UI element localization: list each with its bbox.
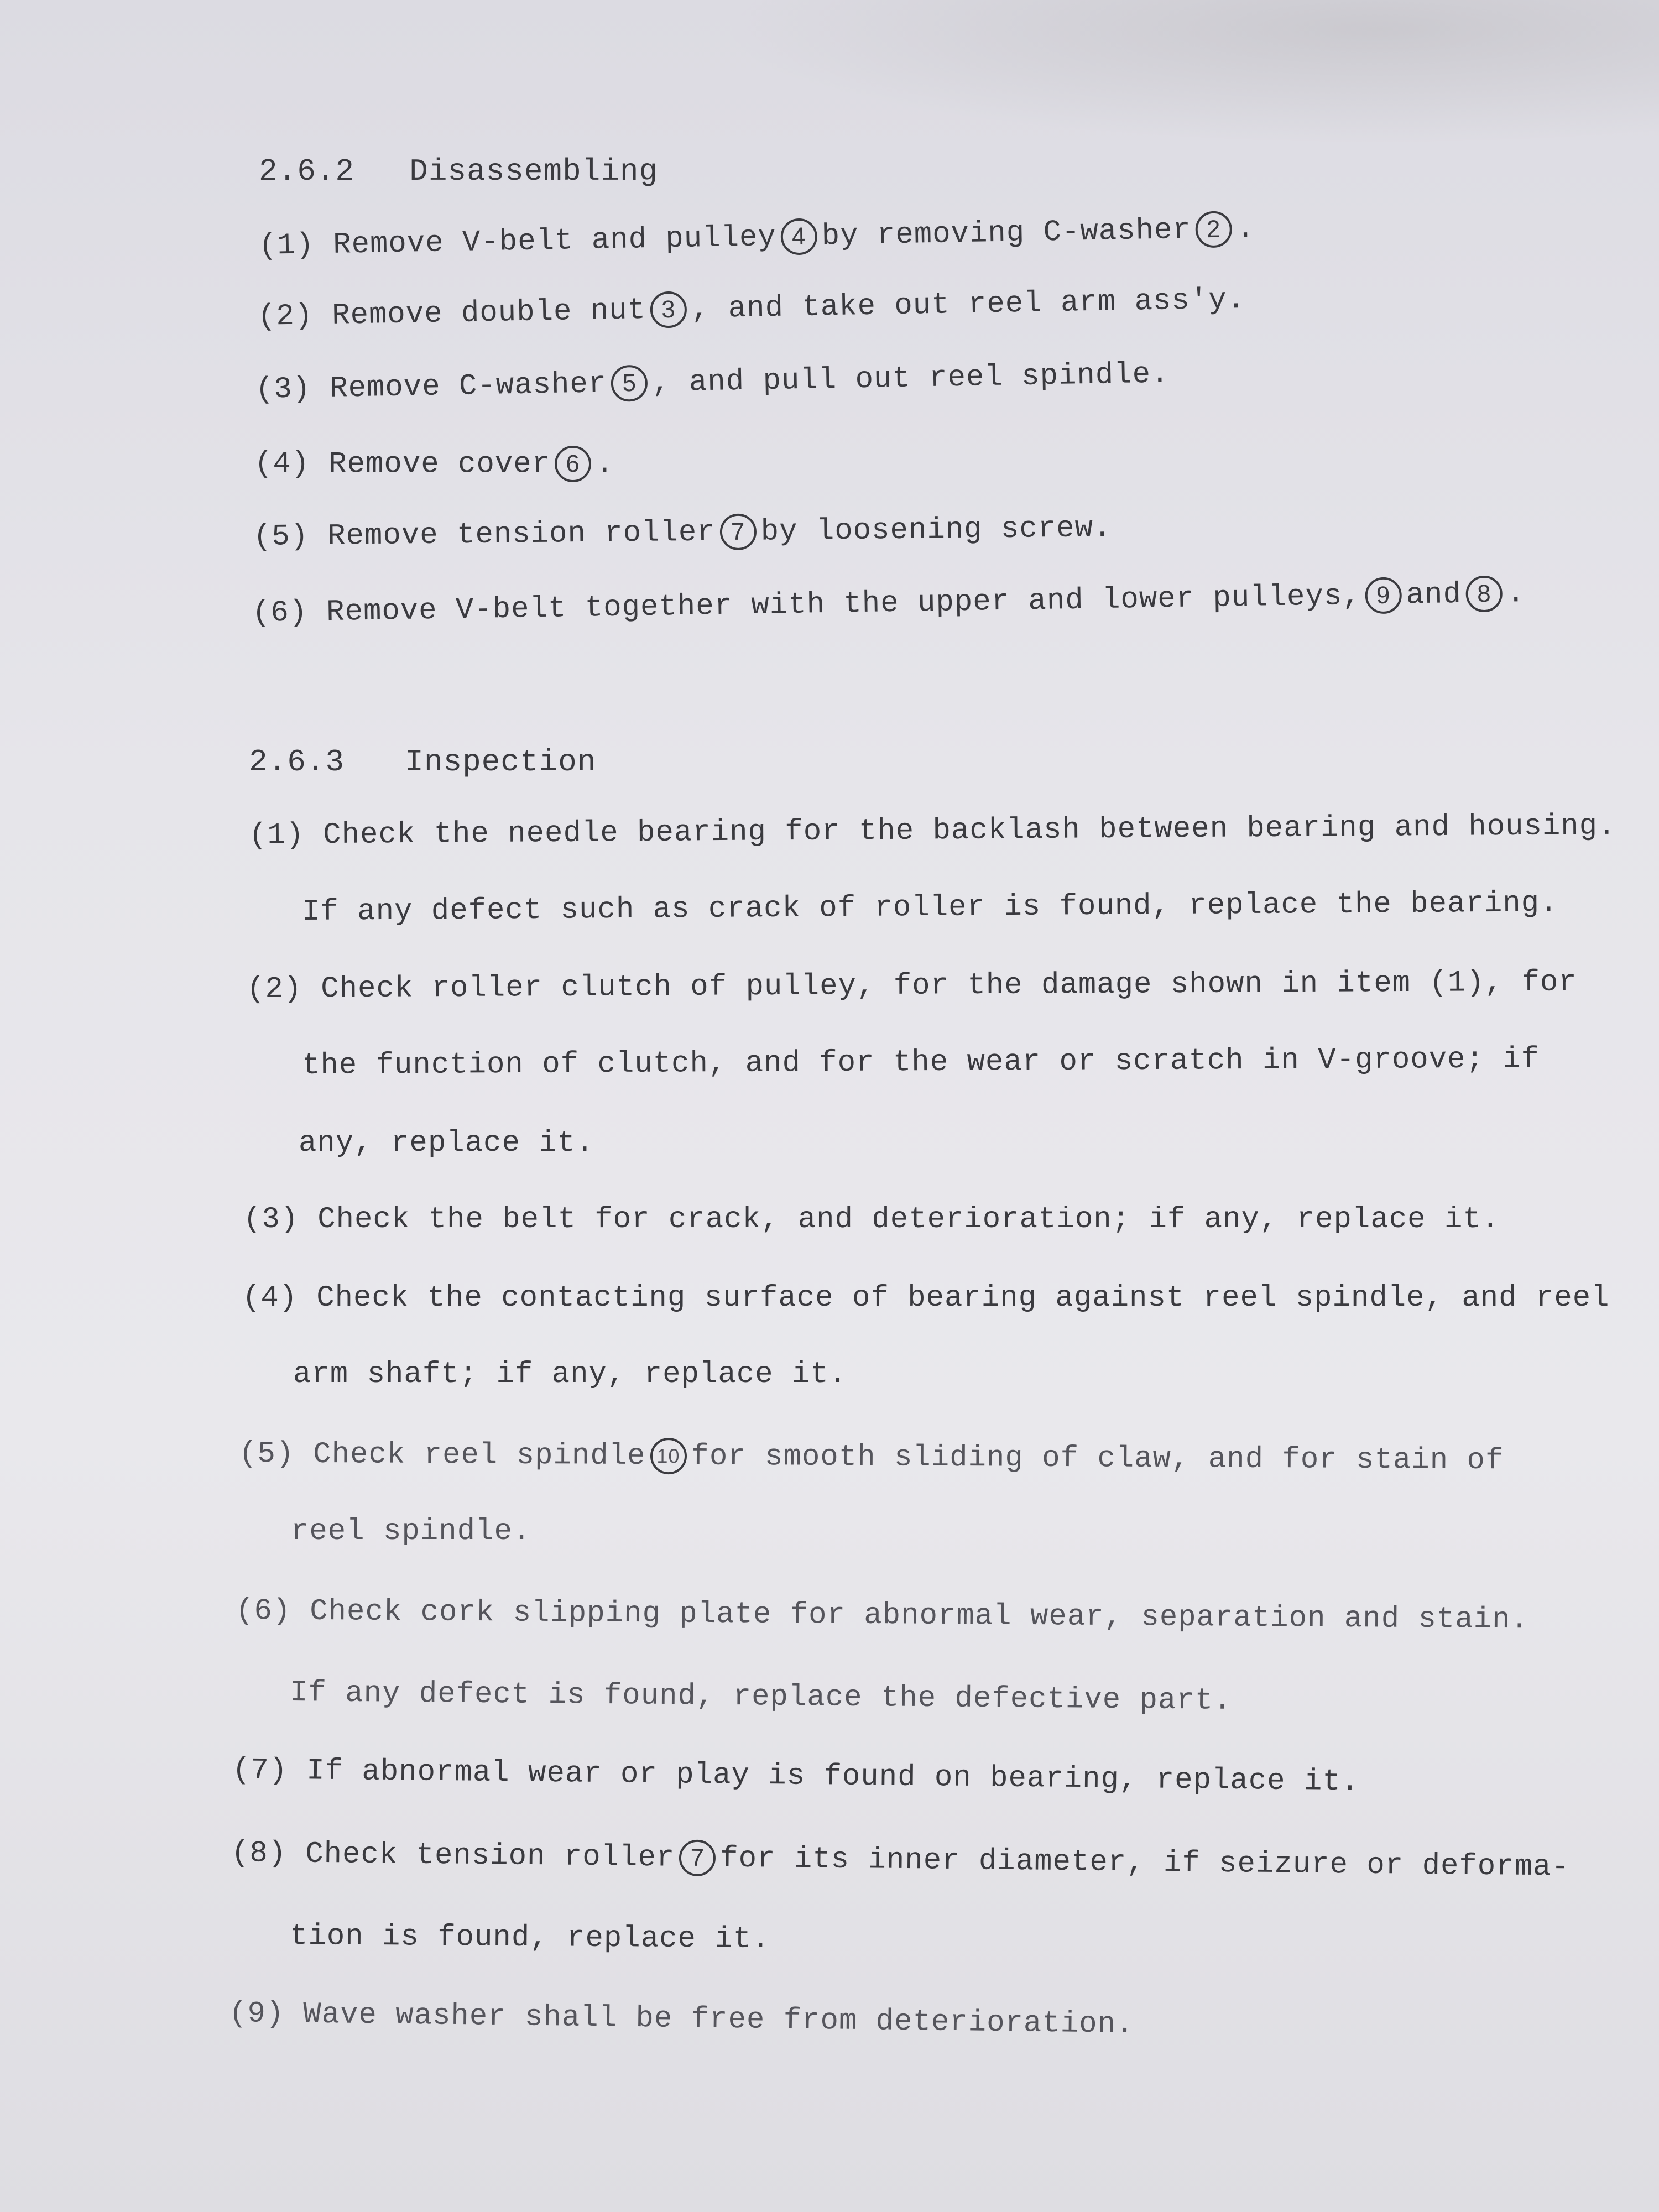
disassembling-step [258, 211, 1255, 265]
section-title: Inspection [405, 744, 597, 780]
item-number: (7) [232, 1754, 288, 1788]
part-number-marker: 5 [611, 365, 648, 402]
step-text: by removing C-washer [821, 213, 1192, 254]
step-text: , and pull out reel spindle. [651, 357, 1170, 400]
item-text: If any defect such as crack of roller is found, replace the bearing. [301, 886, 1558, 929]
item-text: Check the contacting surface of bearing against reel spindle, and reel [316, 1281, 1610, 1315]
section-heading-disassembling [259, 154, 658, 189]
step-number: (2) [257, 299, 314, 335]
step-text: and [1406, 577, 1462, 613]
item-text: the function of clutch, and for the wear or scratch in V-groove; if [301, 1042, 1540, 1083]
inspection-item-continuation [291, 1514, 531, 1550]
item-number: (9) [228, 1997, 285, 2032]
disassembling-step [252, 575, 1525, 632]
item-number: (6) [235, 1594, 291, 1629]
item-text: Check the belt for crack, and deterioration; if any, replace it. [317, 1203, 1500, 1237]
part-number-marker: 9 [1365, 577, 1402, 614]
item-text: Check cork slipping plate for abnormal wear, separation and stain. [310, 1594, 1530, 1637]
step-text: Remove double nut [331, 294, 646, 333]
item-text: Check tension roller [305, 1837, 675, 1875]
step-number: (3) [255, 372, 311, 408]
section-number: 2.6.3 [249, 744, 345, 780]
item-number: (3) [243, 1203, 299, 1237]
step-text: . [1236, 212, 1255, 247]
item-number: (8) [231, 1837, 287, 1871]
section-heading-inspection [249, 744, 596, 780]
item-text: Wave washer shall be free from deterioration. [302, 1997, 1135, 2042]
step-text: Remove cover [328, 447, 551, 482]
disassembling-step [253, 510, 1112, 556]
section-title: Disassembling [409, 154, 659, 189]
inspection-item-continuation [290, 1919, 770, 1958]
part-number-marker: 3 [650, 291, 687, 328]
inspection-item [231, 1835, 1571, 1886]
inspection-item-continuation [290, 1676, 1232, 1719]
step-text: Remove V-belt and pulley [332, 220, 777, 262]
inspection-item [236, 1594, 1529, 1638]
step-text: Remove C-washer [329, 367, 607, 406]
disassembling-step [254, 446, 614, 482]
inspection-item [247, 965, 1577, 1008]
part-number-marker: 10 [650, 1438, 686, 1474]
step-number: (4) [254, 447, 310, 482]
inspection-item-continuation [302, 1042, 1540, 1084]
step-text: Remove V-belt together with the upper and lower pulleys, [326, 579, 1361, 630]
part-number-marker: 7 [679, 1839, 716, 1876]
step-number: (1) [258, 228, 315, 264]
item-text: for smooth sliding of claw, and for stain of [691, 1439, 1504, 1478]
item-text: for its inner diameter, if seizure or deforma- [719, 1841, 1571, 1885]
item-text: If any defect is found, replace the defective part. [289, 1676, 1232, 1718]
inspection-item [229, 1996, 1135, 2043]
step-text: . [596, 447, 614, 482]
inspection-item-continuation [299, 1126, 594, 1161]
part-number-marker: 6 [555, 446, 591, 482]
item-text: arm shaft; if any, replace it. [293, 1358, 848, 1391]
part-number-marker: 8 [1465, 575, 1503, 612]
inspection-item-continuation [302, 886, 1558, 930]
item-text: Check the needle bearing for the backlash between bearing and housing. [322, 809, 1616, 853]
inspection-item [239, 1436, 1504, 1479]
step-number: (6) [252, 596, 308, 631]
inspection-item-continuation [293, 1357, 847, 1392]
item-text: tion is found, replace it. [289, 1919, 770, 1957]
item-text: Check roller clutch of pulley, for the damage shown in item (1), for [321, 966, 1577, 1006]
step-number: (5) [253, 520, 309, 555]
item-text: any, replace it. [299, 1126, 594, 1160]
inspection-item [249, 809, 1616, 854]
item-number: (2) [246, 972, 302, 1006]
disassembling-step [257, 281, 1245, 335]
inspection-item [243, 1202, 1500, 1238]
disassembling-step [255, 356, 1170, 408]
item-text: Check reel spindle [313, 1437, 646, 1474]
step-text: by loosening screw. [760, 512, 1112, 549]
item-text: If abnormal wear or play is found on bearing, replace it. [306, 1754, 1360, 1799]
step-text: , and take out reel arm ass'y. [691, 283, 1246, 327]
section-number: 2.6.2 [259, 154, 355, 189]
inspection-item [242, 1281, 1610, 1316]
step-text: . [1506, 577, 1526, 611]
item-text: reel spindle. [291, 1515, 531, 1548]
item-number: (1) [248, 818, 305, 853]
part-number-marker: 7 [719, 513, 757, 550]
part-number-marker: 4 [780, 218, 817, 255]
inspection-item [232, 1753, 1360, 1800]
step-text: Remove tension roller [327, 515, 716, 554]
item-number: (4) [242, 1281, 298, 1315]
item-number: (5) [238, 1437, 295, 1472]
part-number-marker: 2 [1195, 211, 1232, 248]
